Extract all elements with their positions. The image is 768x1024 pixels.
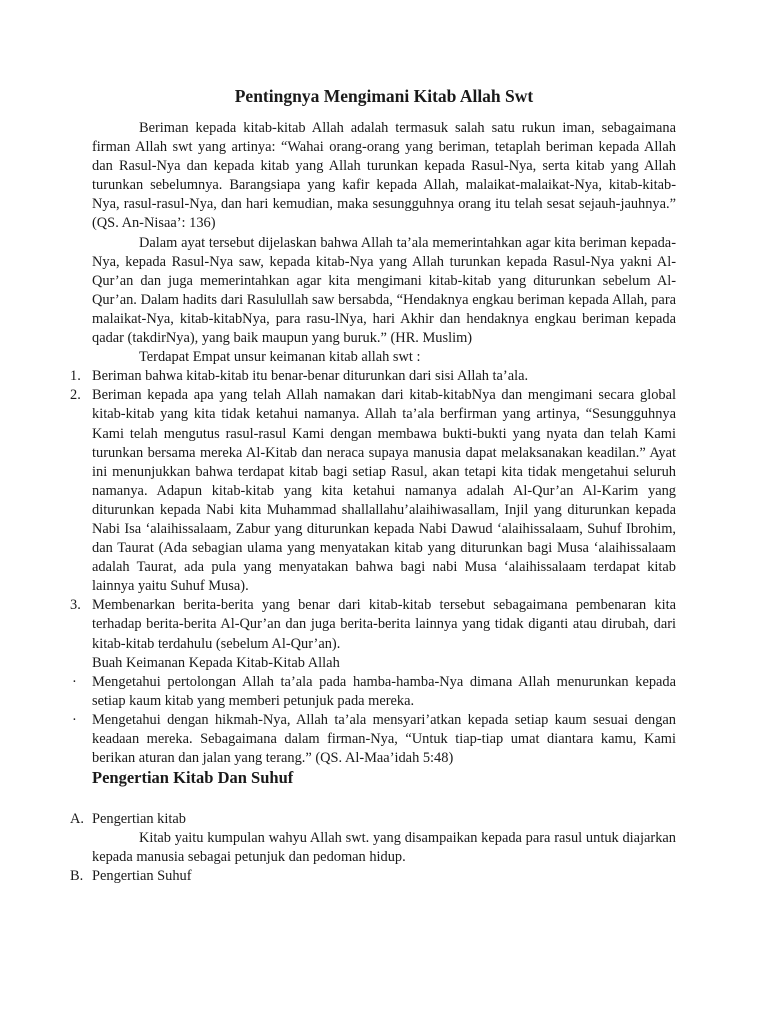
list-intro: Terdapat Empat unsur keimanan kitab allah swt :: [139, 349, 421, 366]
subsection-a-text: Kitab yaitu kumpulan wahyu Allah swt. yang disampaikan kepada para rasul untuk diajarkan kepada manusia sebagai petunjuk dan pedoman hidup.: [92, 830, 676, 866]
list-number: 2.: [70, 387, 81, 404]
list-item-text: Beriman bahwa kitab-kitab itu benar-benar diturunkan dari sisi Allah ta’ala.: [92, 368, 529, 385]
list-item: [70, 596, 676, 653]
paragraph-1: Beriman kepada kitab-kitab Allah adalah termasuk salah satu rukun iman, sebagaimana firman Allah swt yang artinya: “Wahai orang-orang yang beriman, tetaplah beriman kepada Allah dan Rasul-Nya dan kepada kitab yang Allah turunkan kepada Rasul-Nya, serta kitab yang Allah turunkan sebelumnya. Barangsiapa yang kafir kepada Allah, malaikat-malaikat-Nya, kitab-kitab-Nya, rasul-rasul-Nya, dan hari kemudian, maka sesungguhnya orang itu telah sesat sejauh-jauhnya.” (QS. An-Nisaa’: 136): [92, 120, 676, 232]
list-item-text: Membenarkan berita-berita yang benar dari kitab-kitab tersebut sebagaimana pembenaran kita terhadap berita-berita Al-Qur’an dan juga berita-berita lainnya yang tidak diganti atau dirubah, dari kitab-kitab terdahulu (sebelum Al-Qur’an).: [92, 597, 676, 652]
section-heading: Pengertian Kitab Dan Suhuf: [92, 768, 294, 788]
subsection-label: Pengertian Suhuf: [92, 868, 192, 885]
bullet-mark: ·: [72, 711, 77, 728]
subsection-b-heading: [70, 867, 676, 886]
bullet-list: [72, 673, 676, 768]
list-item-text: Beriman kepada apa yang telah Allah namakan dari kitab-kitabNya dan mengimani secara global kitab-kitab yang kita tidak ketahui namanya. Allah ta’ala berfirman yang artinya, “Sesungguhnya Kami telah mengutus rasul-rasul Kami dengan membawa bukti-bukti yang nyata dan telah Kami turunkan bersama mereka Al-Kitab dan neraca supaya manusia dapat melaksanakan keadilan.” Ayat ini menunjukkan bahwa terdapat kitab bagi setiap Rasul, akan tetapi kita tidak mengetahui seluruh namanya. Adapun kitab-kitab yang kita ketahui namanya adalah Al-Qur’an Al-Karim yang diturunkan kepada Nabi kita Muhammad shallallahu’alaihiwasallam, Injil yang diturunkan kepada Nabi Isa ‘alaihissalaam, Zabur yang diturunkan kepada Nabi Dawud ‘alaihissalaam, Suhuf Ibrohim, dan Taurat (Ada sebagian ulama yang menyatakan kitab yang diturunkan bagi Musa ‘alaihissalaam adalah Taurat, ada pula yang menyatakan bahwa bagi nabi Musa ‘alaihissalaam terdapat kitab lainnya yaitu Suhuf Musa).: [92, 387, 676, 595]
bullet-text: Mengetahui dengan hikmah-Nya, Allah ta’ala mensyari’atkan kepada setiap kaum sesuai dengan keadaan mereka. Sebagaimana dalam firman-Nya, “Untuk tiap-tiap umat diantara kamu, Kami berikan aturan dan jalan yang terang.” (QS. Al-Maa’idah 5:48): [92, 711, 676, 767]
benefits-heading: Buah Keimanan Kepada Kitab-Kitab Allah: [92, 654, 340, 671]
list-item: [70, 386, 676, 596]
subsection-label: Pengertian kitab: [92, 811, 186, 828]
bullet-item: [72, 673, 676, 711]
subsection-letter: B.: [70, 868, 84, 885]
list-number: 1.: [70, 368, 81, 385]
bullet-mark: ·: [72, 673, 77, 690]
subsection-letter: A.: [70, 811, 84, 828]
paragraph-2: Dalam ayat tersebut dijelaskan bahwa Allah ta’ala memerintahkan agar kita beriman kepada-Nya, kepada Rasul-Nya saw, kepada kitab-Nya yang Allah turunkan kepada Rasul-Nya yakni Al-Qur’an dan juga memerintahkan agar kita mengimani kitab-kitab yang diturunkan sebelum Al-Qur’an. Dalam hadits dari Rasulullah saw bersabda, “Hendaknya engkau beriman kepada Allah, para malaikat-Nya, kitab-kitabNya, para rasu-lNya, hari Akhir dan hendaknya engkau beriman kepada qadar (takdirNya), yang baik maupun yang buruk.” (HR. Muslim): [92, 234, 676, 347]
bullet-text: Mengetahui pertolongan Allah ta’ala pada hamba-hamba-Nya dimana Allah menurunkan kepada setiap kaum kitab yang memberi petunjuk pada mereka.: [92, 673, 676, 709]
list-item: [70, 367, 676, 386]
list-number: 3.: [70, 597, 81, 614]
subsection-a-heading: [70, 810, 676, 829]
bullet-item: [72, 711, 676, 768]
numbered-list: [70, 367, 676, 653]
page-title: Pentingnya Mengimani Kitab Allah Swt: [234, 86, 534, 106]
